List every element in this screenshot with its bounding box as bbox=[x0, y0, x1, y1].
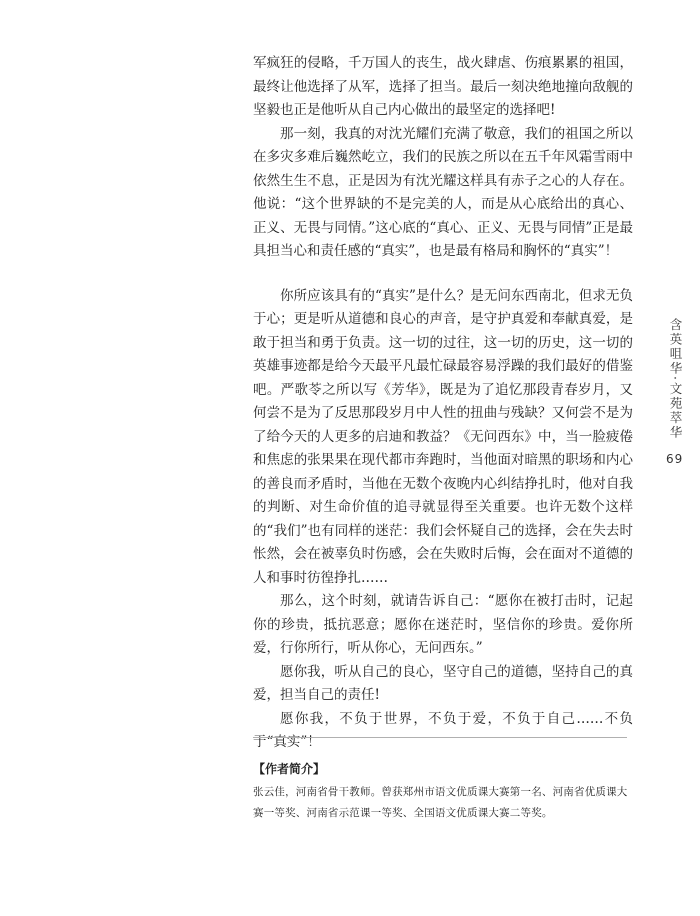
section-title: 含英咀华·文苑萃华 bbox=[668, 318, 683, 440]
article-body bbox=[253, 52, 633, 755]
side-running-header bbox=[666, 318, 686, 466]
page-number: 69 bbox=[666, 451, 684, 466]
paragraph-6: 愿你我，不负于世界，不负于爱，不负于自己……不负于“真实”！ bbox=[253, 710, 633, 750]
paragraph-3: 你所应该具有的“真实”是什么？是无问东西南北，但求无负于心；更是听从道德和良心的声音，是守护真爱和奉献真爱，是敢于担当和勇于负责。这一切的过往，这一切的历史，这一切的英雄事迹都是给今天最平凡最忙碌最容易浮躁的我们最好的借鉴吧。严歌苓之所以写《芳华》，既是为了追忆那段青春岁月，又何尝不是为了反思那段岁月中人性的扭曲与残缺？又何尝不是为了给今天的人更多的启迪和教益？《无问西东》中，当一脸疲倦和焦虑的张果果在现代都市奔跑时，当他面对暗黑的职场和内心的善良而矛盾时，当他在无数个夜晚内心纠结挣扎时，他对自我的判断、对生命价值的追寻就显得至关重要。也许无数个这样的“我们”也有同样的迷茫：我们会怀疑自己的选择，会在失去时怅然，会在被辜负时伤感，会在失败时后悔，会在面对不道德的人和事时彷徨挣扎…… bbox=[253, 287, 633, 586]
divider-line bbox=[253, 737, 627, 738]
paragraph-5: 愿你我，听从自己的良心，坚守自己的道德，坚持自己的真爱，担当自己的责任! bbox=[253, 663, 633, 703]
paragraph-2: 那一刻，我真的对沈光耀们充满了敬意，我们的祖国之所以在多灾多难后巍然屹立，我们的民族之所以在五千年风霜雪雨中依然生生不息，正是因为有沈光耀这样具有赤子之心的人存在。他说：“这个世界缺的不是完美的人，而是从心底给出的真心、正义、无畏与同情。”这心底的“真心、正义、无畏与同情”正是最具担当心和责任感的“真实”，也是最有格局和胸怀的“真实”！ bbox=[253, 125, 633, 259]
paragraph-4: 那么，这个时刻，就请告诉自己：“愿你在被打击时，记起你的珍贵，抵抗恶意；愿你在迷茫时，坚信你的珍贵。爱你所爱，行你所行，听从你心，无问西东。” bbox=[253, 593, 633, 656]
author-bio-text: 张云佳，河南省骨干教师。曾获郑州市语文优质课大赛第一名、河南省优质课大赛一等奖、河南省示范课一等奖、全国语文优质课大赛二等奖。 bbox=[253, 786, 628, 819]
author-bio bbox=[253, 760, 638, 824]
paragraph-gap bbox=[253, 264, 633, 285]
author-bio-heading: 【作者简介】 bbox=[253, 762, 326, 776]
paragraph-1: 军疯狂的侵略，千万国人的丧生，战火肆虐、伤痕累累的祖国，最终让他选择了从军，选择了担当。最后一刻决绝地撞向敌舰的坚毅也正是他听从自己内心做出的最坚定的选择吧! bbox=[253, 55, 633, 118]
